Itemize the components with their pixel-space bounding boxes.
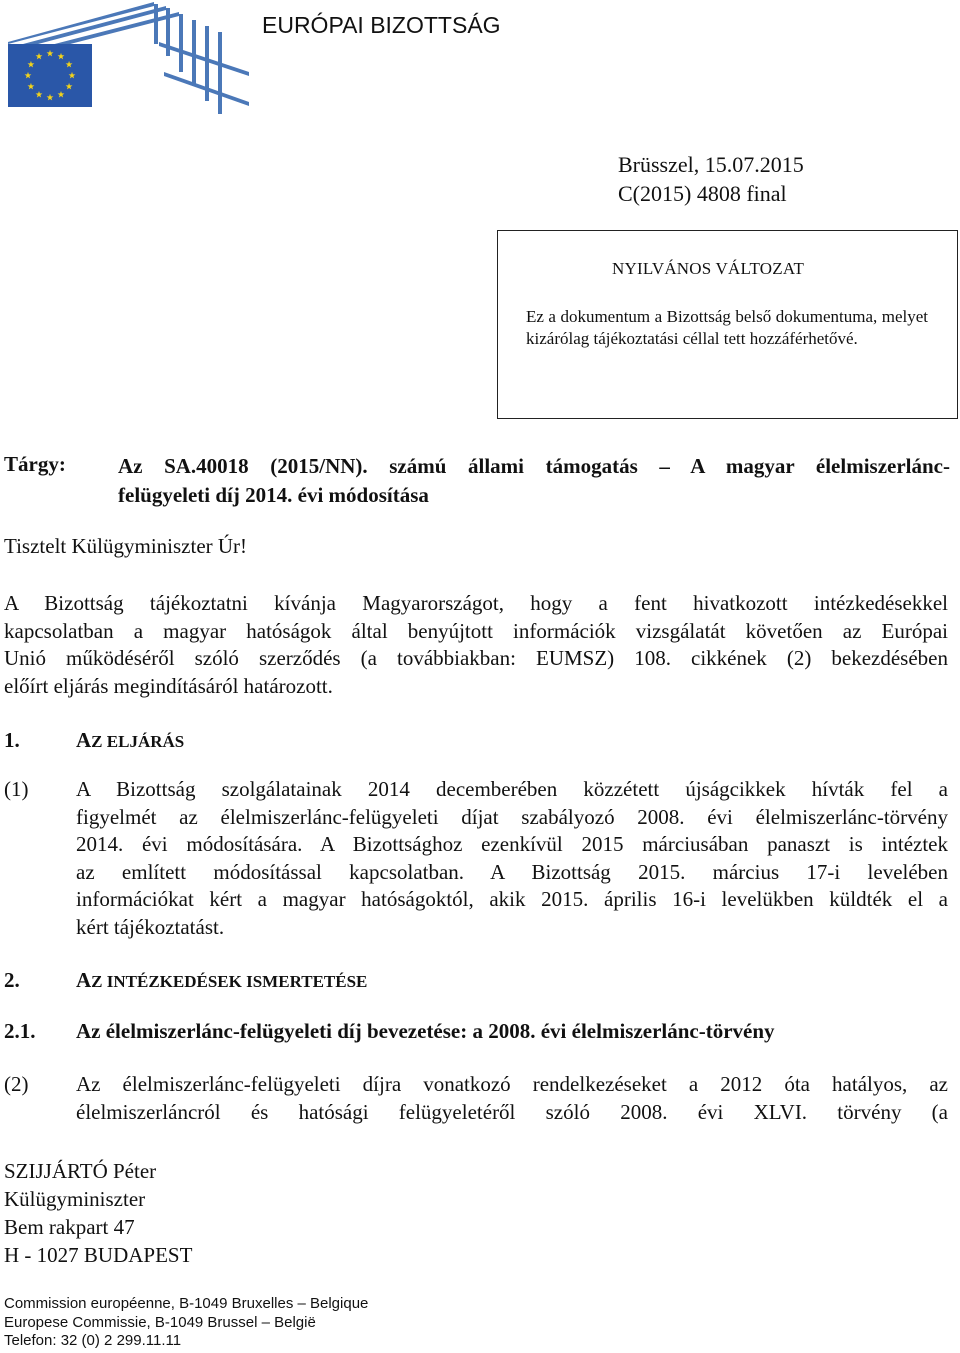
intro-line: kapcsolatban a magyar hatóságok által benyújtott információk vizsgálatát követően az Európai — [4, 618, 948, 643]
intro-line: Unió működéséről szóló szerződés (a továbbiakban: EUMSZ) 108. cikkének (2) bekezdésében — [4, 646, 948, 670]
footer-block — [4, 1295, 368, 1351]
greeting: Tisztelt Külügyminiszter Úr! — [4, 534, 248, 558]
subject-text — [118, 452, 950, 510]
addressee-street: Bem rakpart 47 — [4, 1215, 135, 1239]
organization-name: EURÓPAI BIZOTTSÁG — [262, 12, 501, 38]
paragraph-number: (2) — [4, 1072, 29, 1096]
footer-line: Europese Commissie, B-1049 Brussel – België — [4, 1313, 316, 1331]
section-title: Az élelmiszerlánc-felügyeleti díj bevezetése: a 2008. évi élelmiszerlánc-törvény — [76, 1019, 775, 1043]
place-date: Brüsszel, 15.07.2015 — [618, 152, 804, 177]
numbered-paragraph-2 — [4, 1071, 948, 1131]
subject-line: felügyeleti díj 2014. évi módosítása — [118, 483, 429, 507]
public-version-box — [497, 230, 958, 419]
place-date-block — [618, 150, 804, 208]
public-version-text: Ez a dokumentum a Bizottság belső dokumentuma, melyet kizárólag tájékoztatási céllal tett hozzáférhetővé. — [526, 307, 928, 348]
eu-emblem-icon — [4, 2, 249, 117]
subject-label: Tárgy: — [4, 452, 66, 476]
subject-line: Az SA.40018 (2015/NN). számú állami támogatás – A magyar élelmiszerlánc- — [118, 454, 950, 478]
footer-line: Telefon: 32 (0) 2 299.11.11 — [4, 1332, 182, 1349]
eu-commission-logo — [4, 2, 249, 117]
subsection-heading-2-1 — [4, 1019, 944, 1049]
paragraph-text: A Bizottság szolgálatainak 2014 decemberében közzétett újságcikkek hívták fel a figyelmét az élelmiszerlánc-felügyeleti díjat szabályozó 2008. évi élelmiszerlánc-törvény 2014. évi módosítására. A Bizottsághoz ezenkívül 2015 márciusában panaszt is intéztek az említett módosítással kapcsolatban. A Bizottság 2015. március 17-i levelében információkat kért a magyar hatóságoktól, akik 2015. április 16-i levelükben küldték el a kért tájékoztatást. — [76, 777, 948, 939]
addressee-name: SZIJJÁRTÓ Péter — [4, 1159, 157, 1183]
intro-line: A Bizottság tájékoztatni kívánja Magyarországot, hogy a fent hivatkozott intézkedésekkel — [4, 591, 948, 615]
addressee-title: Külügyminiszter — [4, 1187, 146, 1211]
addressee-city: H - 1027 BUDAPEST — [4, 1243, 193, 1267]
intro-line: előírt eljárás megindításáról határozott. — [4, 673, 333, 698]
section-number: 2.1. — [4, 1019, 36, 1043]
paragraph-text: Az élelmiszerlánc-felügyeleti díjra vonatkozó rendelkezéseket a 2012 óta hatályos, az élelmiszerláncról és hatósági felügyeletéről szóló 2008. évi XLVI. törvény (a — [76, 1072, 948, 1124]
section-heading-2 — [4, 968, 904, 998]
footer-line: Commission européenne, B-1049 Bruxelles – Belgique — [4, 1295, 369, 1312]
section-number: 1. — [4, 728, 20, 752]
section-number: 2. — [4, 968, 20, 992]
numbered-paragraph-1 — [4, 776, 948, 946]
intro-paragraph — [4, 590, 948, 700]
public-version-title: NYILVÁNOS VÁLTOZAT — [612, 259, 805, 278]
document-reference: C(2015) 4808 final — [618, 181, 787, 206]
section-title: AZ ELJÁRÁS — [76, 728, 185, 752]
section-title: AZ INTÉZKEDÉSEK ISMERTETÉSE — [76, 968, 368, 992]
paragraph-number: (1) — [4, 777, 29, 801]
addressee-block — [4, 1157, 192, 1269]
section-heading-1 — [4, 728, 904, 758]
